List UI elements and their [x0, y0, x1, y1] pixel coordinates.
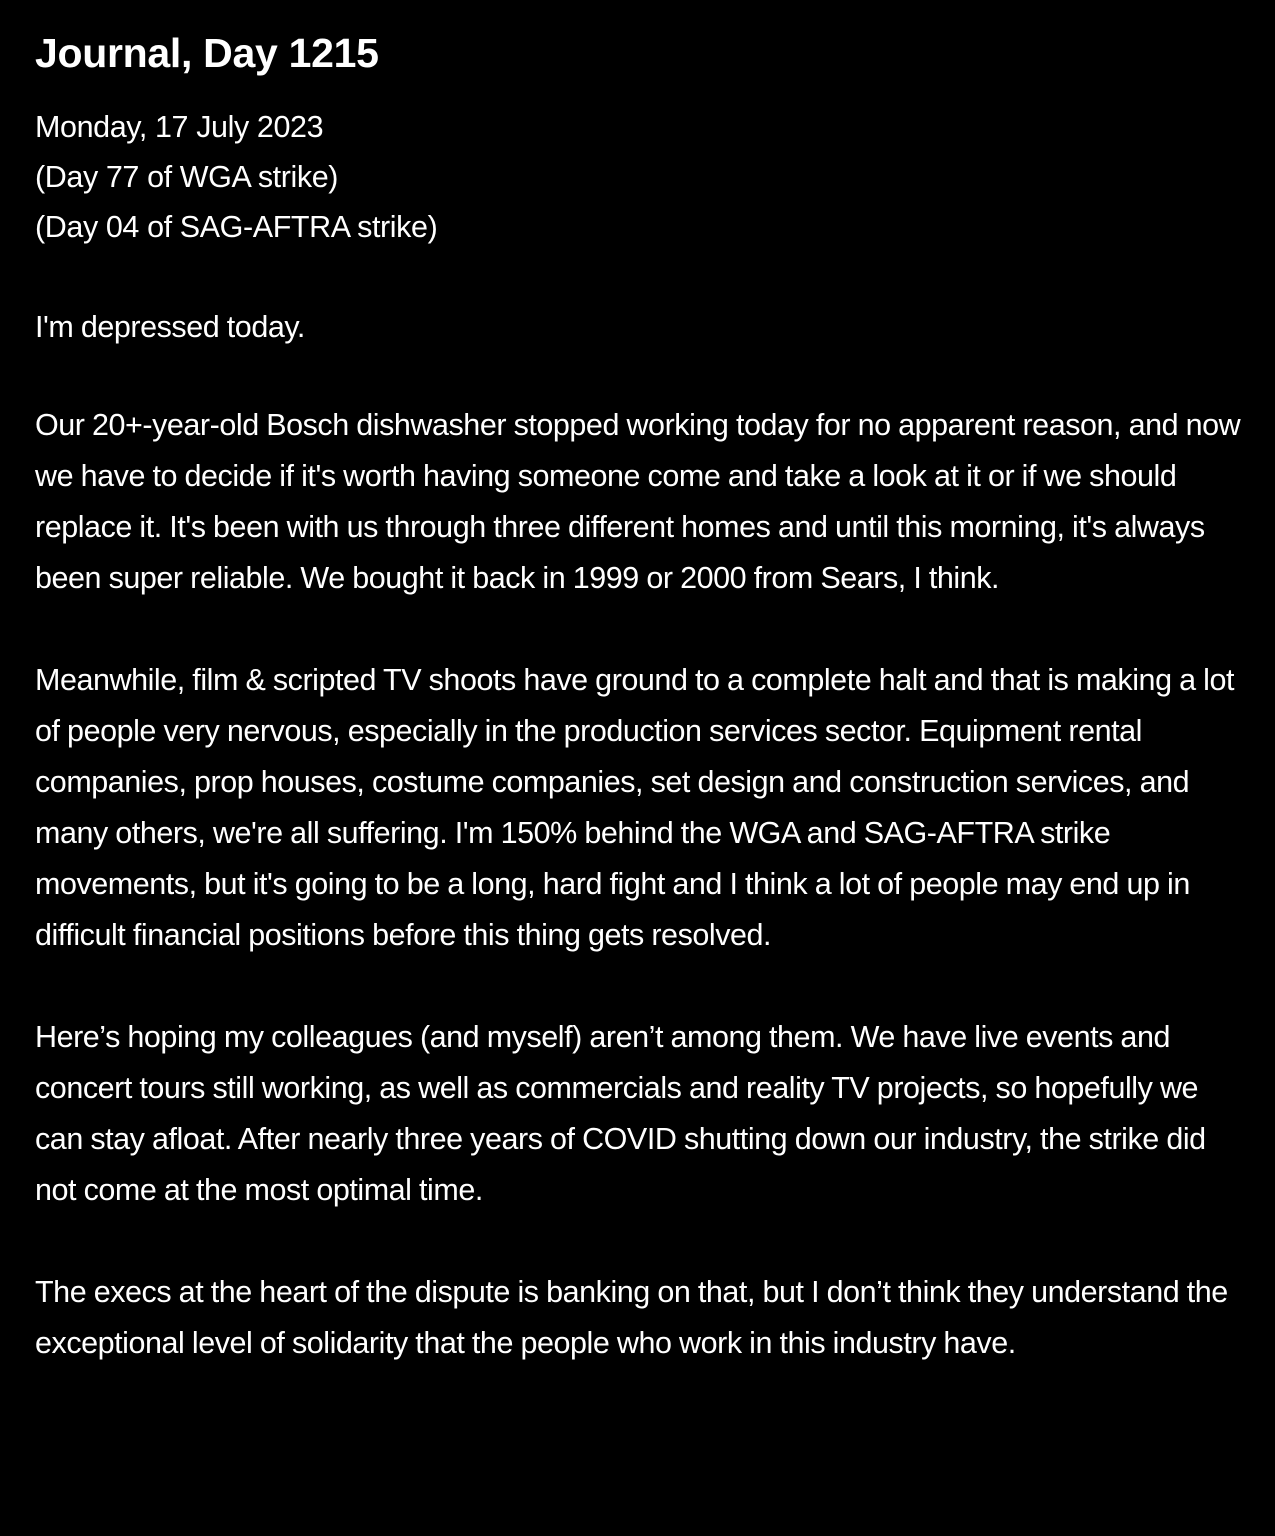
journal-paragraph-mood: I'm depressed today.: [35, 310, 305, 344]
sag-aftra-strike-day: (Day 04 of SAG-AFTRA strike): [35, 210, 438, 244]
journal-meta: [35, 102, 1241, 252]
entry-date: Monday, 17 July 2023: [35, 110, 324, 144]
journal-paragraph-industry: Meanwhile, film & scripted TV shoots have ground to a complete halt and that is making a lot of people very nervous, especially in the production services sector. Equipment rental companies, prop houses, costume companies, set design and construction services, and many others, we're all suffering. I'm 150% behind the WGA and SAG-AFTRA strike movements, but it's going to be a long, hard fight and I think a lot of people may end up in difficult financial positions before this thing gets resolved.: [35, 663, 1235, 952]
journal-title: Journal, Day 1215: [35, 30, 379, 76]
journal-paragraph-hoping: Here’s hoping my colleagues (and myself) aren’t among them. We have live events and concert tours still working, as well as commercials and reality TV projects, so hopefully we can stay afloat. After nearly three years of COVID shutting down our industry, the strike did not come at the most optimal time.: [35, 1020, 1206, 1207]
wga-strike-day: (Day 77 of WGA strike): [35, 160, 339, 194]
journal-paragraph-execs: The execs at the heart of the dispute is banking on that, but I don’t think they understand the exceptional level of solidarity that the people who work in this industry have.: [35, 1275, 1228, 1360]
journal-paragraph-dishwasher: Our 20+-year-old Bosch dishwasher stopped working today for no apparent reason, and now we have to decide if it's worth having someone come and take a look at it or if we should replace it. It's been with us through three different homes and until this morning, it's always been super reliable. We bought it back in 1999 or 2000 from Sears, I think.: [35, 408, 1241, 595]
